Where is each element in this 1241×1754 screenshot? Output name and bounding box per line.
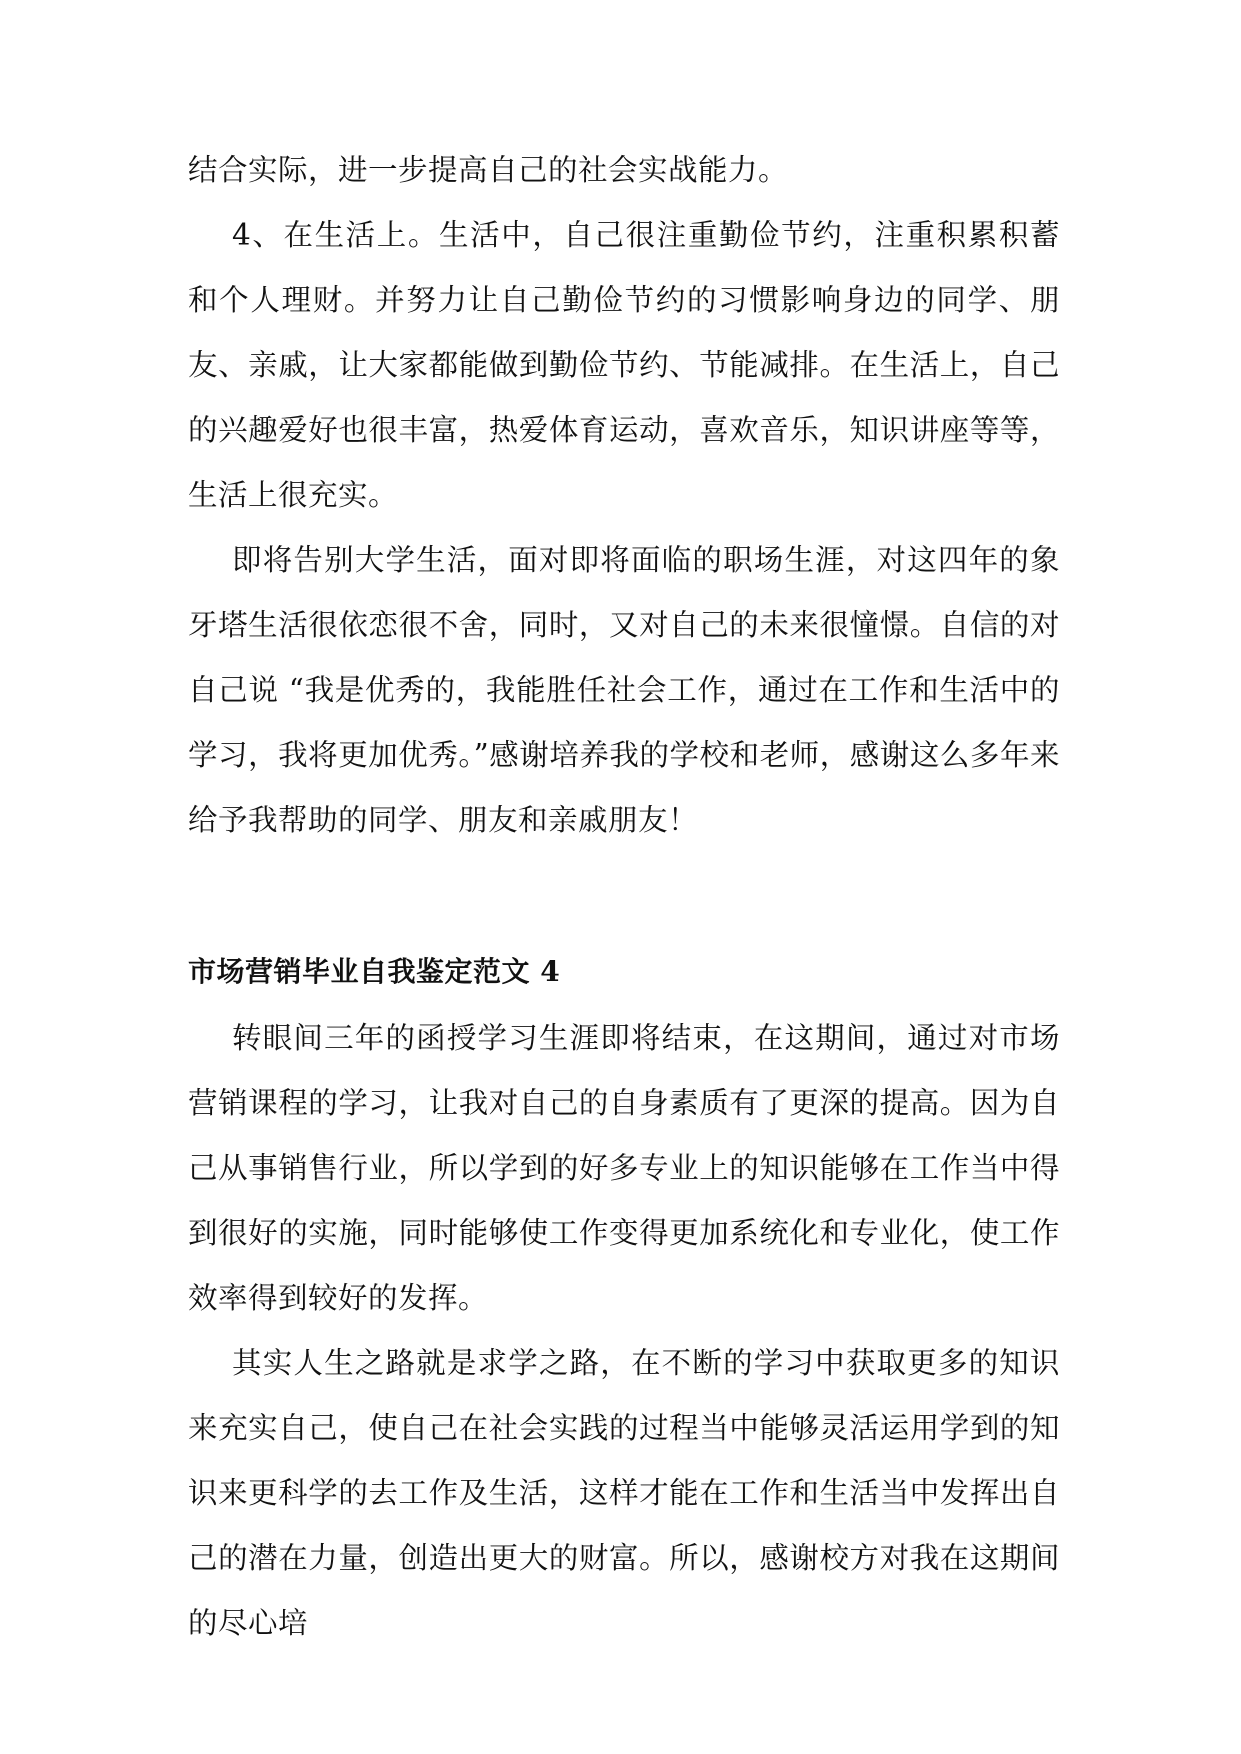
paragraph-life-path: 其实人生之路就是求学之路，在不断的学习中获取更多的知识来充实自己，使自己在社会实践的过程当中能够灵活运用学到的知识来更科学的去工作及生活，这样才能在工作和生活当中发挥出自己的潜在力量，创造出更大的财富。所以，感谢校方对我在这期间的尽心培 (188, 1346, 1060, 1640)
section-bottom (188, 948, 1060, 1656)
section-title: 市场营销毕业自我鉴定范文 4 (188, 955, 561, 988)
section-top (188, 138, 1060, 853)
paragraph-study-summary: 转眼间三年的函授学习生涯即将结束，在这期间，通过对市场营销课程的学习，让我对自己的自身素质有了更深的提高。因为自己从事销售行业，所以学到的好多专业上的知识能够在工作当中得到很好的实施，同时能够使工作变得更加系统化和专业化，使工作效率得到较好的发挥。 (188, 1021, 1060, 1315)
paragraph-continuation: 结合实际，进一步提高自己的社会实战能力。 (188, 153, 789, 187)
paragraph-life: 4、在生活上。生活中，自己很注重勤俭节约，注重积累积蓄和个人理财。并努力让自己勤俭节约的习惯影响身边的同学、朋友、亲戚，让大家都能做到勤俭节约、节能减排。在生活上，自己的兴趣爱好也很丰富，热爱体育运动，喜欢音乐，知识讲座等等，生活上很充实。 (188, 218, 1060, 512)
paragraph-farewell: 即将告别大学生活，面对即将面临的职场生涯，对这四年的象牙塔生活很依恋很不舍，同时，又对自己的未来很憧憬。自信的对自己说 “我是优秀的，我能胜任社会工作，通过在工作和生活中的学习，我将更加优秀。”感谢培养我的学校和老师，感谢这么多年来给予我帮助的同学、朋友和亲戚朋友！ (188, 543, 1060, 837)
